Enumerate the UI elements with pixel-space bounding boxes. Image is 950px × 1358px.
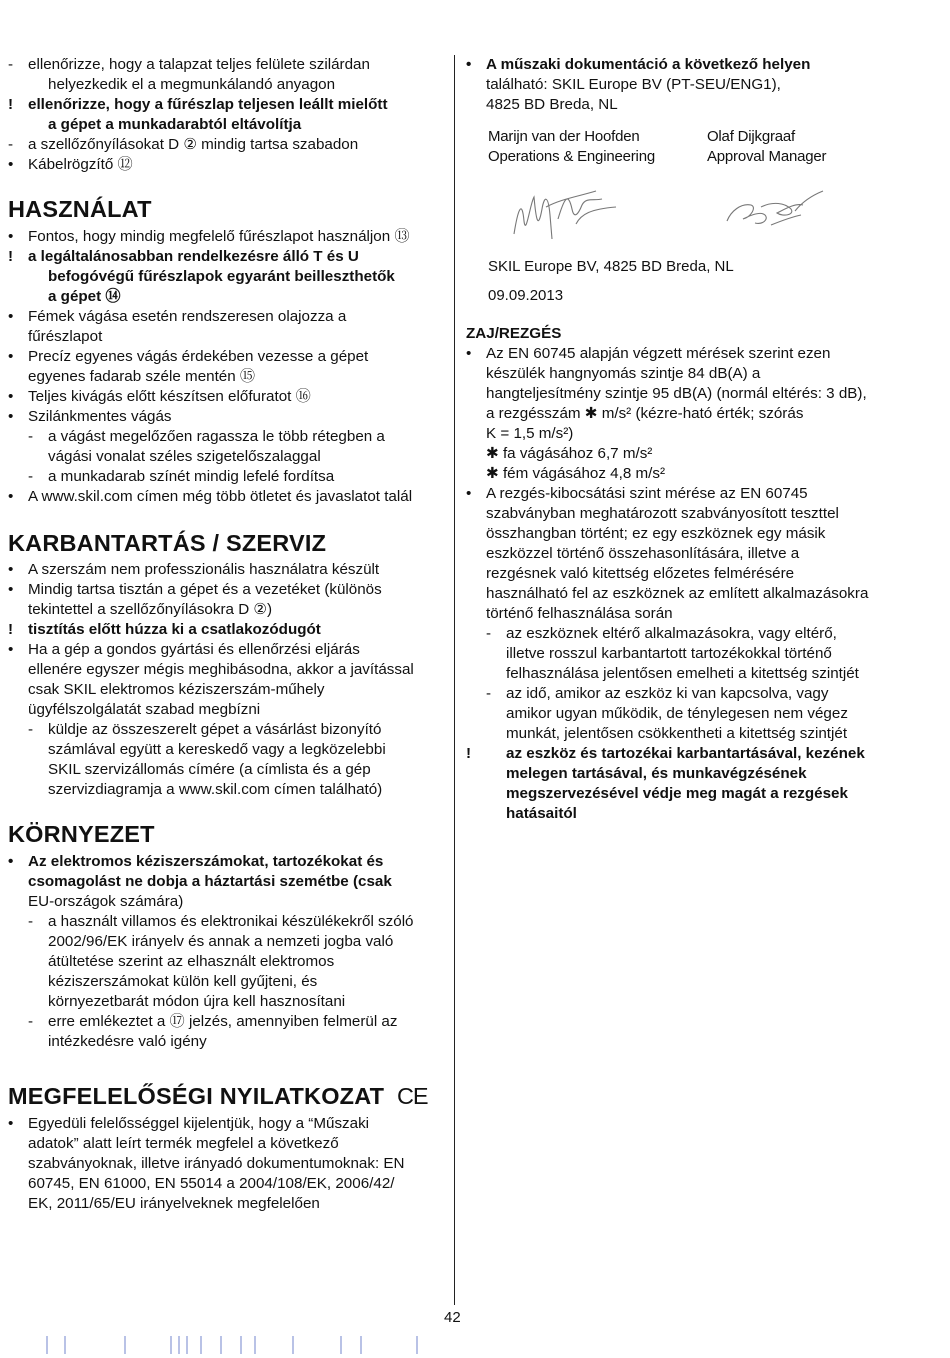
list-item: fűrészlapot (28, 328, 103, 345)
list-item: átültetése szerint az elhasznált elektromos (48, 953, 335, 970)
warning-item: melegen tartásával, és munkavégzésének (506, 765, 807, 782)
warning-item: befogóvégű fűrészlapok egyaránt beilleszthetők (48, 268, 395, 285)
right-column (466, 55, 906, 824)
kornyezet-list (8, 852, 444, 1052)
list-item: SKIL szervizállomás címére (a címlista és a gép (48, 761, 371, 778)
signature-2-image (721, 181, 831, 241)
list-item: történő felhasználása során (486, 605, 673, 622)
list-item: rezgésnek való kitettség előzetes felmérésére (486, 565, 795, 582)
warning-item: a gépet a munkadarabtól eltávolítja (48, 116, 302, 133)
list-item: • Teljes kivágás előtt készítsen előfuratot ⑯ (8, 388, 311, 405)
section-title-kornyezet: KÖRNYEZET (8, 821, 155, 847)
list-item: hangteljesítmény szintje 95 dB(A) (normál eltérés: 3 dB), (486, 385, 867, 402)
signatory-2-role: Approval Manager (706, 148, 827, 165)
list-item: számlával együtt a kereskedő vagy a legközelebbi (48, 741, 386, 758)
list-item: • Fémek vágása esetén rendszeresen olajozza a (8, 308, 347, 325)
list-item: amikor ugyan működik, de ténylegesen nem végez (506, 705, 848, 722)
documentation-list (466, 55, 906, 115)
list-item: környezetbarát módon újra kell hasznosítani (48, 993, 346, 1010)
list-item: található: SKIL Europe BV (PT-SEU/ENG1), (486, 76, 781, 93)
declaration-date: 09.09.2013 (488, 287, 564, 304)
warning-item: ! a legáltalánosabban rendelkezésre álló T és U (8, 248, 359, 265)
list-item: EK, 2011/65/EU irányelveknek megfelelően (28, 1195, 320, 1212)
list-item: • Ha a gép a gondos gyártási és ellenőrzési eljárás (8, 641, 360, 658)
section-title-hasznalat: HASZNÁLAT (8, 196, 152, 222)
list-item: csak SKIL elektromos kéziszerszám-műhely (28, 681, 325, 698)
list-item: • A rezgés-kibocsátási szint mérése az EN 60745 (466, 485, 808, 502)
section-title-karbantartas: KARBANTARTÁS / SZERVIZ (8, 530, 327, 556)
karbantartas-list (8, 560, 444, 800)
list-item: ügyfélszolgálatát szabad megbízni (28, 701, 261, 718)
list-item: 60745, EN 61000, EN 55014 a 2004/108/EK, 2006/42/ (28, 1175, 395, 1192)
megfelelosegi-title-text: MEGFELELŐSÉGI NYILATKOZAT (8, 1083, 385, 1109)
list-item: EU-országok számára) (28, 893, 184, 910)
list-item: • Az EN 60745 alapján végzett mérések szerint ezen (466, 345, 831, 362)
list-item: • A www.skil.com címen még több ötletet és javaslatot talál (8, 488, 413, 505)
warning-item: ! az eszköz és tartozékai karbantartásával, kezének (466, 745, 865, 762)
list-item: 2002/96/EK irányelv és annak a nemzeti jogba való (48, 933, 394, 950)
list-item: • A szerszám nem professzionális használatra készült (8, 561, 380, 578)
signatory-1-role: Operations & Engineering (488, 148, 655, 165)
list-item: eszközzel történő összehasonlítására, illetve a (486, 545, 800, 562)
list-item: • Mindig tartsa tisztán a gépet és a vezetéket (különös (8, 581, 382, 598)
list-item: - az eszköznek eltérő alkalmazásokra, vagy eltérő, (486, 625, 837, 642)
list-item: kéziszerszámokat külön kell gyűjteni, és (48, 973, 318, 990)
signatory-2-name: Olaf Dijkgraaf (706, 128, 796, 145)
list-item: egyenes fadarab széle mentén ⑮ (28, 368, 256, 385)
list-item: illetve rosszul karbantartott tartozékokkal történő (506, 645, 832, 662)
list-item: felhasználása jelentősen emelheti a kitettség szintjét (506, 665, 859, 682)
list-item: • Szilánkmentes vágás (8, 408, 172, 425)
list-item: 4825 BD Breda, NL (486, 96, 618, 113)
signatory-1 (466, 127, 707, 167)
list-item: összhangban történt; ez egy eszköznek egy másik (486, 525, 826, 542)
list-item: • A műszaki dokumentáció a következő helyen (466, 56, 811, 73)
list-item: • Precíz egyenes vágás érdekében vezesse a gépet (8, 348, 369, 365)
company-line: SKIL Europe BV, 4825 BD Breda, NL (488, 258, 734, 275)
signature-1-image (506, 179, 626, 249)
list-item: szabványoknak, illetve irányadó dokumentumoknak: EN (28, 1155, 405, 1172)
list-item: - a szellőzőnyílásokat D ② mindig tartsa szabadon (8, 136, 359, 153)
list-item: • Egyedüli felelősséggel kijelentjük, hogy a “Műszaki (8, 1115, 370, 1132)
list-item: szabványban meghatározott szabványosított teszttel (486, 505, 839, 522)
list-item: • Kábelrögzítő ⑫ (8, 156, 133, 173)
signatory-1-name: Marijn van der Hoofden (488, 128, 640, 145)
list-item: munkát, jelentősen csökkentheti a kitettség szintjét (506, 725, 848, 742)
left-column (8, 55, 444, 1214)
section-title-zaj: ZAJ/REZGÉS (466, 325, 562, 342)
list-item: - a használt villamos és elektronikai készülékekről szóló (28, 913, 414, 930)
list-item: tekintettel a szellőzőnyílásokra D ②) (28, 601, 273, 618)
list-item: ✱ fa vágásához 6,7 m/s² (486, 445, 653, 462)
list-item: ellenére egyszer mégis meghibásodna, akkor a javítással (28, 661, 414, 678)
list-item: - ellenőrizze, hogy a talapzat teljes felülete szilárdan (8, 56, 370, 73)
list-item: készülék hangnyomás szintje 84 dB(A) a (486, 365, 761, 382)
page-number: 42 (444, 1309, 461, 1326)
list-item: - a munkadarab színét mindig lefelé fordítsa (28, 468, 335, 485)
list-item: vágási vonalat széles szigetelőszalaggal (48, 448, 321, 465)
list-item: csomagolást ne dobja a háztartási szemétbe (csak (28, 873, 392, 890)
list-item: - küldje az összeszerelt gépet a vásárlást bizonyító (28, 721, 382, 738)
list-item: - a vágást megelőzően ragassza le több rétegben a (28, 428, 385, 445)
section-title-megfelelosegi (8, 1082, 444, 1110)
list-item: • Az elektromos kéziszerszámokat, tartozékokat és (8, 853, 384, 870)
list-item: adatok” alatt leírt termék megfelel a következő (28, 1135, 339, 1152)
zaj-list (466, 344, 906, 824)
list-item: intézkedésre való igény (48, 1033, 207, 1050)
warning-item: ! tisztítás előtt húzza ki a csatlakozódugót (8, 621, 321, 638)
intro-list (8, 55, 444, 175)
warning-item: a gépet ⑭ (48, 288, 121, 305)
list-item: ✱ fém vágásához 4,8 m/s² (486, 465, 666, 482)
list-item: helyezkedik el a megmunkálandó anyagon (48, 76, 336, 93)
list-item: szervizdiagramja a www.skil.com címen található) (48, 781, 383, 798)
signatories-table (466, 127, 906, 167)
signatory-2 (707, 127, 906, 167)
list-item: - erre emlékeztet a ⑰ jelzés, amennyiben felmerül az (28, 1013, 398, 1030)
warning-item: hatásaitól (506, 805, 577, 822)
hasznalat-list (8, 227, 444, 507)
list-item: • Fontos, hogy mindig megfelelő fűrészlapot használjon ⑬ (8, 228, 410, 245)
signatures-area (466, 179, 906, 249)
megfelelosegi-list (8, 1114, 444, 1214)
list-item: használható fel az eszköznek az említett alkalmazásokra (486, 585, 869, 602)
list-item: a rezgésszám ✱ m/s² (kézre-ható érték; szórás (486, 405, 804, 422)
list-item: K = 1,5 m/s²) (486, 425, 574, 442)
printer-marks (40, 1336, 440, 1354)
column-divider (454, 55, 455, 1305)
ce-mark-icon: CE (396, 1083, 428, 1109)
warning-item: megszervezésével védje meg magát a rezgések (506, 785, 848, 802)
warning-item: ! ellenőrizze, hogy a fűrészlap teljesen leállt mielőtt (8, 96, 388, 113)
list-item: - az idő, amikor az eszköz ki van kapcsolva, vagy (486, 685, 829, 702)
